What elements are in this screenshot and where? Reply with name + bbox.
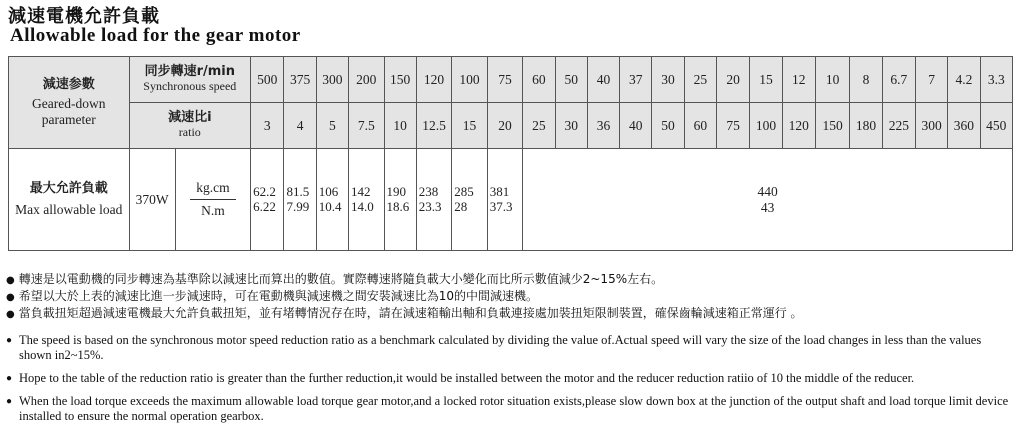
note-en-text: The speed is based on the synchronous motor speed reduction ratio as a benchmark calculated by dividing the value of.Actual speed will vary the size of the load changes in less than the values shown in2~15%. [19, 333, 982, 362]
power-cell: 370W [129, 149, 175, 251]
speed-cell: 3.3 [980, 57, 1012, 103]
ratio-cell: 150 [815, 103, 849, 149]
ratio-cell: 36 [587, 103, 619, 149]
load-nm-value: 37.3 [489, 198, 513, 214]
speed-header-zh: 同步轉速r/min [144, 64, 236, 80]
speed-cell: 300 [316, 57, 348, 103]
allowable-load-table [8, 56, 1013, 251]
unit-nm: N.m [201, 203, 225, 218]
load-nm-value: 23.3 [418, 198, 442, 214]
speed-cell: 20 [716, 57, 749, 103]
speed-cell: 150 [384, 57, 416, 103]
load-kgcm-value: 285 [454, 183, 474, 199]
ratio-cell: 60 [684, 103, 716, 149]
load-max-kgcm: 440 [757, 183, 778, 199]
param-label-zh: 減速参數 [42, 76, 95, 92]
ratio-cell: 120 [782, 103, 815, 149]
notes-chinese [6, 271, 803, 322]
note-zh-text: 轉速是以電動機的同步轉速為基準除以減速比而算出的數值。實際轉速將隨負載大小變化而比所示數值減少2~15%左右。 [18, 272, 664, 286]
speed-cell: 8 [850, 57, 882, 103]
note-zh-item [6, 271, 803, 288]
load-kgcm-value: 142 [351, 183, 371, 199]
load-cell [416, 149, 452, 251]
speed-cell: 10 [815, 57, 849, 103]
note-en-item [6, 394, 1011, 424]
ratio-cell: 4 [284, 103, 316, 149]
speed-cell: 100 [452, 57, 488, 103]
note-zh-item [6, 305, 803, 322]
load-kgcm-value: 106 [318, 183, 339, 199]
speed-cell: 60 [523, 57, 555, 103]
speed-cell: 120 [416, 57, 452, 103]
speed-cell: 75 [487, 57, 523, 103]
ratio-cell: 5 [316, 103, 348, 149]
speed-cell: 50 [555, 57, 587, 103]
ratio-cell: 300 [915, 103, 947, 149]
bullet-icon: ● [6, 396, 13, 407]
ratio-cell: 180 [850, 103, 882, 149]
load-cell [487, 149, 523, 251]
load-nm-value: 6.22 [253, 198, 276, 214]
ratio-cell: 75 [716, 103, 749, 149]
ratio-cell: 15 [452, 103, 488, 149]
bullet-icon: ● [6, 373, 13, 384]
ratio-header-cell [129, 103, 251, 149]
ratio-cell: 225 [882, 103, 915, 149]
load-cell [316, 149, 348, 251]
ratio-cell: 30 [555, 103, 587, 149]
load-nm-value: 10.4 [318, 198, 342, 214]
load-nm-value: 7.99 [286, 198, 310, 214]
speed-cell: 6.7 [882, 57, 915, 103]
load-cell [452, 149, 488, 251]
bullet-icon: ● [6, 335, 13, 346]
speed-cell: 15 [750, 57, 782, 103]
ratio-cell: 12.5 [416, 103, 452, 149]
load-kgcm-value: 81.5 [286, 183, 310, 199]
speed-cell: 4.2 [948, 57, 980, 103]
note-en-text: Hope to the table of the reduction ratio is greater than the further reduction,it would be installed between the motor and the reducer reduction ratiio of 10 the middle of the reducer. [19, 371, 915, 385]
load-cell [349, 149, 385, 251]
speed-cell: 25 [684, 57, 716, 103]
load-nm-value: 28 [454, 198, 468, 214]
load-label-en: Max allowable load [15, 201, 123, 217]
speed-cell: 30 [652, 57, 684, 103]
ratio-cell: 100 [750, 103, 782, 149]
bullet-icon: ● [6, 292, 15, 303]
load-kgcm-value: 62.2 [253, 183, 276, 199]
speed-header-en: Synchronous speed [143, 79, 237, 94]
load-cell [284, 149, 316, 251]
load-label-cell [9, 149, 130, 251]
unit-kgcm: kg.cm [196, 180, 230, 196]
load-max-nm: 43 [760, 199, 775, 215]
note-en-text: When the load torque exceeds the maximum allowable load torque gear motor,and a locked rotor situation exists,please slow down box at the junction of the output shaft and load torque limit device installed to ensure the normal operation gearbox. [19, 394, 1009, 423]
ratio-cell: 3 [251, 103, 284, 149]
bullet-icon: ● [6, 309, 15, 320]
ratio-cell: 7.5 [349, 103, 385, 149]
load-kgcm-value: 190 [386, 183, 406, 199]
param-label-en: Geared-down parameter [32, 96, 106, 127]
ratio-cell: 360 [948, 103, 980, 149]
speed-cell: 500 [251, 57, 284, 103]
bullet-icon: ● [6, 275, 15, 286]
ratio-cell: 10 [384, 103, 416, 149]
load-kgcm-value: 381 [489, 183, 510, 199]
note-zh-text: 希望以大於上表的減速比進一步減速時，可在電動機與減速機之間安裝減速比為10的中間減速機。 [18, 289, 539, 303]
unit-divider [190, 199, 236, 200]
title-english: Allowable load for the gear motor [10, 25, 301, 46]
speed-cell: 37 [620, 57, 652, 103]
load-max-cell [523, 149, 1013, 251]
note-en-item [6, 371, 1011, 386]
speed-cell: 375 [284, 57, 316, 103]
load-nm-value: 18.6 [386, 198, 410, 214]
unit-cell [175, 149, 250, 251]
ratio-header-en: ratio [178, 125, 201, 140]
speed-header-cell [129, 57, 251, 103]
note-en-item [6, 333, 1011, 363]
note-zh-text: 當負載扭矩超過減速電機最大允許負載扭矩，並有堵轉情況存在時，請在減速箱輸出軸和負載連接處加裝扭矩限制裝置，確保齒輪減速箱正常運行 。 [18, 306, 803, 320]
param-label-cell [9, 57, 130, 149]
note-zh-item [6, 288, 803, 305]
ratio-cell: 40 [620, 103, 652, 149]
ratio-cell: 20 [487, 103, 523, 149]
ratio-header-zh: 減速比i [168, 110, 212, 126]
load-nm-value: 14.0 [351, 198, 374, 214]
speed-cell: 40 [587, 57, 619, 103]
speed-cell: 200 [349, 57, 385, 103]
ratio-cell: 450 [980, 103, 1012, 149]
load-cell [384, 149, 416, 251]
title-chinese: 減速電機允許負載 [8, 6, 160, 27]
ratio-cell: 50 [652, 103, 684, 149]
speed-cell: 12 [782, 57, 815, 103]
load-kgcm-value: 238 [418, 183, 439, 199]
speed-cell: 7 [915, 57, 947, 103]
ratio-cell: 25 [523, 103, 555, 149]
load-label-zh: 最大允許負載 [29, 180, 108, 196]
load-cell [251, 149, 284, 251]
notes-english [6, 333, 1011, 432]
